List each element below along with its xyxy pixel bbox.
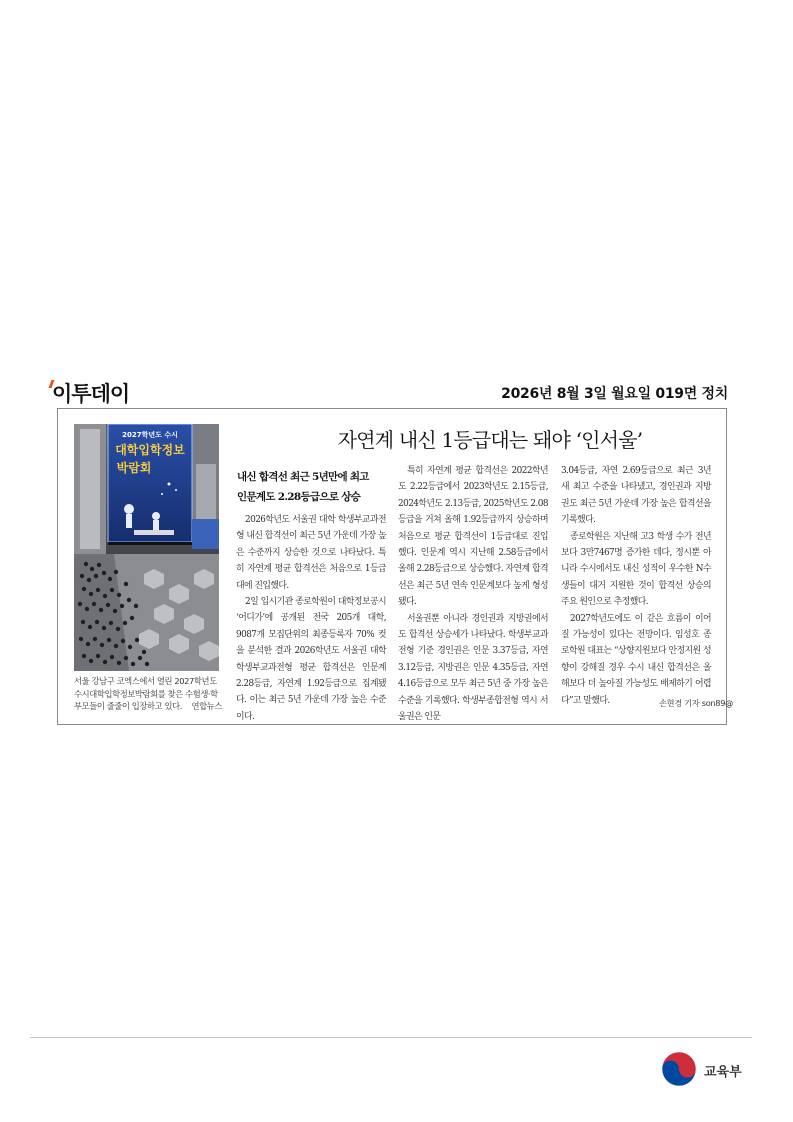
- photo-caption: [74, 675, 222, 713]
- newspaper-logo: 이투데이: [52, 382, 130, 406]
- photo-credit: 연합뉴스: [191, 701, 222, 711]
- taegeuk-icon: [660, 1050, 698, 1088]
- article-photo: [74, 424, 219, 671]
- paragraph: 2일 입시기관 종로학원이 대학정보공시 ‘어디가’에 공개된 전국 205개 대학, 9087개 모집단위의 최종등록자 70% 컷을 분석한 결과 2026학년도 서울권 대학 학생부교과전형 평균 합격선은 인문계 2.28등급, 자연계 1.92등급으로 집계됐다. 이는 최근 5년 가운데 가장 높은 수준이다.: [236, 597, 386, 722]
- ministry-logo: [660, 1050, 760, 1088]
- caption-text: 서울 강남구 코엑스에서 열린 2027학년도 수시대학입학정보박람회를 찾은 수험생·학부모들이 줄줄이 입장하고 있다.: [74, 676, 218, 711]
- paragraph: 특히 자연계 평균 합격선은 2022학년도 2.22등급에서 2023학년도 2.15등급, 2024학년도 2.13등급, 2025학년도 2.08등급을 거쳐 올해 1.92등급까지 상승하며 처음으로 평균 합격선이 1등급대로 진입했다. 인문계 역시 지난해 2.58등급에서 올해 2.28등급으로 상승했다. 자연계 합격선은 최근 5년 연속 인문계보다 높게 형성됐다.: [398, 466, 548, 608]
- paragraph: 서울권뿐 아니라 경인권과 지방권에서도 합격선 상승세가 나타났다. 학생부교과전형 기준 경인권은 인문 3.37등급, 자연 3.12등급, 지방권은 인문 4.35등급, 자연 4.16등급으로 모두 최근 5년 중 가장 높은 수준을 기록했다. 학생부종합전형 역시 서울권은 인문: [398, 613, 548, 723]
- banner-text-3: 박람회: [116, 461, 152, 475]
- masthead: [52, 378, 728, 404]
- body-column-1: [236, 512, 386, 725]
- paragraph: 종로학원은 지난해 고3 학생 수가 전년보다 3만7467명 증가한 데다, 정시뿐 아니라 수시에서도 내신 성적이 우수한 N수생들이 대거 지원한 것이 합격선 상승의 주요 원인으로 추정했다.: [561, 531, 711, 608]
- banner-text-1: 2027학년도 수시: [122, 431, 178, 439]
- body-column-2: [398, 463, 548, 726]
- body-column-3: [561, 463, 711, 709]
- article-headline: 자연계 내신 1등급대는 돼야 ‘인서울’: [337, 428, 643, 452]
- subhead-line-1: 내신 합격선 최근 5년만에 최고: [237, 471, 369, 483]
- paragraph: 2026학년도 서울권 대학 학생부교과전형 내신 합격선이 최근 5년 가운데 가장 높은 수준까지 상승한 것으로 나타났다. 특히 자연계 평균 합격선은 처음으로 1등급대에 진입했다.: [236, 515, 386, 591]
- subhead-line-2: 인문계도 2.28등급으로 상승: [237, 491, 361, 503]
- reporter-byline: 손현경 기자 son89@: [659, 698, 733, 708]
- publication-info: 2026년 8월 3일 월요일 019면 정치: [501, 386, 728, 402]
- paragraph: 2027학년도에도 이 같은 흐름이 이어질 가능성이 있다는 전망이다. 임성호 종로학원 대표는 “상향지원보다 안정지원 성향이 강해질 경우 수시 내신 합격선은 올해보다 더 높아질 가능성도 배제하기 어렵다”고 말했다.: [561, 613, 711, 706]
- paragraph: 3.04등급, 자연 2.69등급으로 최근 3년 새 최고 수준을 나타냈고, 경인권과 지방권도 최근 5년 가운데 가장 높은 합격선을 기록했다.: [561, 466, 711, 526]
- ministry-name: 교육부: [704, 1065, 742, 1080]
- footer-divider: [30, 1037, 752, 1038]
- banner-text-2: 대학입학정보: [115, 443, 185, 457]
- article-subhead: [237, 467, 389, 507]
